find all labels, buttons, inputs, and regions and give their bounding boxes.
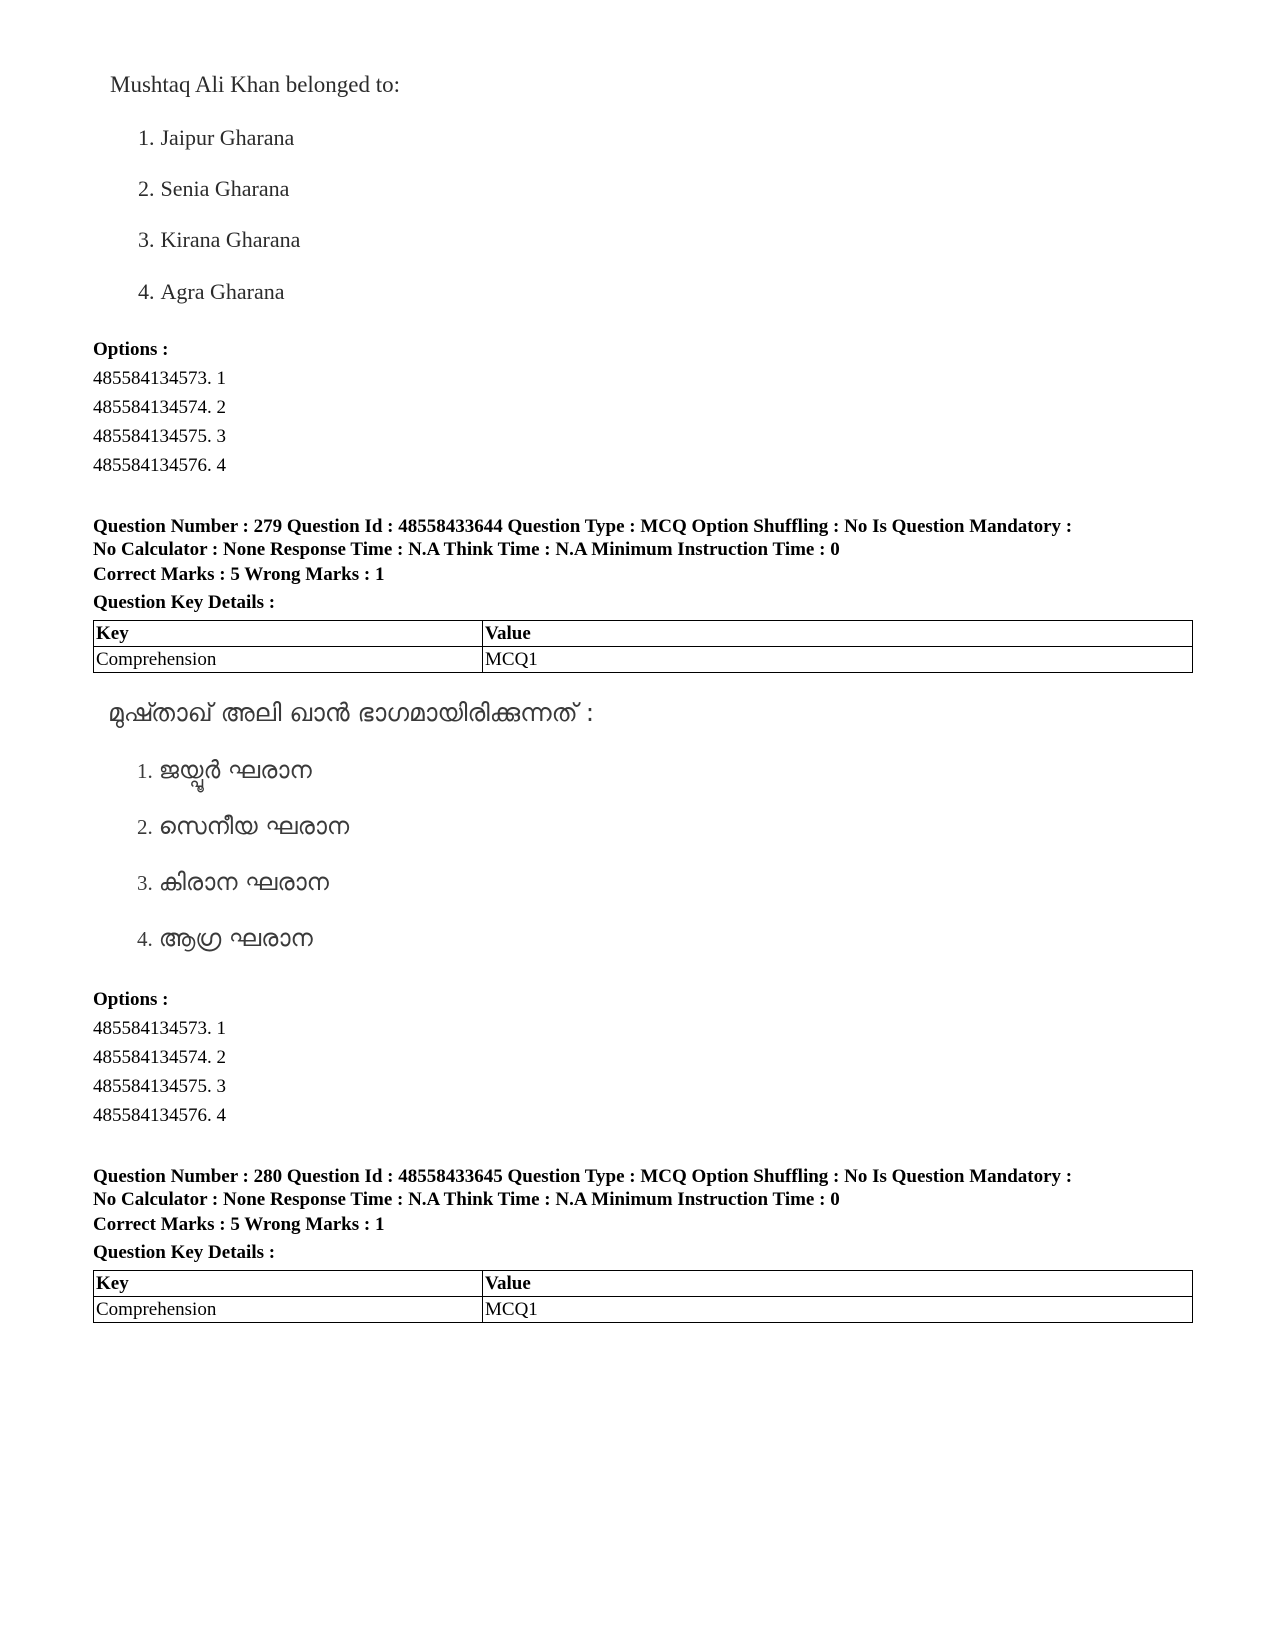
options-list	[93, 364, 1193, 480]
options-block	[93, 986, 1193, 1130]
option-number: 1.	[137, 759, 153, 783]
key-details-table	[93, 1270, 1193, 1323]
question-stem: മുഷ്താഖ് അലി ഖാൻ ഭാഗമായിരിക്കുന്നത് :	[108, 698, 595, 727]
table-header-row	[94, 621, 1193, 647]
table-cell-value: MCQ1	[483, 647, 1193, 673]
option-number: 2.	[137, 815, 153, 839]
option-3	[138, 227, 300, 253]
option-text: കിരാന ഘരാന	[158, 868, 329, 896]
option-2	[137, 812, 349, 840]
option-number: 3.	[138, 227, 155, 252]
table-row	[94, 1297, 1193, 1323]
option-id-row: 485584134575. 3	[93, 1076, 226, 1097]
table-header-key: Key	[94, 621, 483, 647]
key-details-table	[93, 620, 1193, 673]
marks-line: Correct Marks : 5 Wrong Marks : 1	[93, 1214, 385, 1235]
table-row	[94, 647, 1193, 673]
table-cell-value: MCQ1	[483, 1297, 1193, 1323]
table-header-value: Value	[483, 621, 1193, 647]
question-image-malayalam	[0, 680, 700, 970]
option-id-row: 485584134576. 4	[93, 1105, 226, 1126]
question-meta	[93, 515, 1203, 561]
option-id-row: 485584134573. 1	[93, 368, 226, 389]
option-2	[138, 176, 289, 202]
question-meta-line: Question Number : 279 Question Id : 48558433644 Question Type : MCQ Option Shuffling : No Is Question Mandatory :	[93, 516, 1073, 537]
question-meta-line: No Calculator : None Response Time : N.A Think Time : N.A Minimum Instruction Time : 0	[93, 1189, 840, 1210]
options-heading: Options :	[93, 339, 169, 360]
marks-line: Correct Marks : 5 Wrong Marks : 1	[93, 564, 385, 585]
option-1	[138, 125, 294, 151]
option-number: 2.	[138, 176, 155, 201]
option-id-row: 485584134574. 2	[93, 1047, 226, 1068]
option-number: 4.	[138, 279, 155, 304]
option-text: Agra Gharana	[160, 279, 285, 304]
table-cell-key: Comprehension	[94, 647, 483, 673]
table-header-row	[94, 1271, 1193, 1297]
option-3	[137, 868, 329, 896]
key-details-heading: Question Key Details :	[93, 1242, 276, 1263]
option-id-row: 485584134576. 4	[93, 455, 226, 476]
option-id-row: 485584134574. 2	[93, 397, 226, 418]
question-image-english	[0, 0, 600, 320]
question-meta-line: Question Number : 280 Question Id : 48558433645 Question Type : MCQ Option Shuffling : No Is Question Mandatory :	[93, 1166, 1073, 1187]
option-text: Jaipur Gharana	[160, 125, 295, 150]
question-stem: Mushtaq Ali Khan belonged to:	[110, 72, 401, 97]
options-block	[93, 336, 1193, 480]
table-header-key: Key	[94, 1271, 483, 1297]
option-4	[138, 279, 285, 305]
options-heading: Options :	[93, 989, 169, 1010]
option-id-row: 485584134575. 3	[93, 426, 226, 447]
question-meta-line: No Calculator : None Response Time : N.A Think Time : N.A Minimum Instruction Time : 0	[93, 539, 840, 560]
table-header-value: Value	[483, 1271, 1193, 1297]
option-id-row: 485584134573. 1	[93, 1018, 226, 1039]
table-cell-key: Comprehension	[94, 1297, 483, 1323]
option-1	[137, 756, 312, 784]
options-list	[93, 1014, 1193, 1130]
option-text: ആഗ്ര ഘരാന	[158, 924, 313, 952]
option-number: 1.	[138, 125, 155, 150]
option-number: 3.	[137, 871, 153, 895]
question-meta	[93, 1165, 1203, 1211]
option-4	[137, 924, 313, 952]
option-text: Senia Gharana	[160, 176, 290, 201]
option-number: 4.	[137, 927, 153, 951]
key-details-heading: Question Key Details :	[93, 592, 276, 613]
option-text: സെനീയ ഘരാന	[158, 812, 350, 840]
option-text: ജയ്പൂർ ഘരാന	[158, 756, 312, 784]
option-text: Kirana Gharana	[160, 227, 301, 252]
